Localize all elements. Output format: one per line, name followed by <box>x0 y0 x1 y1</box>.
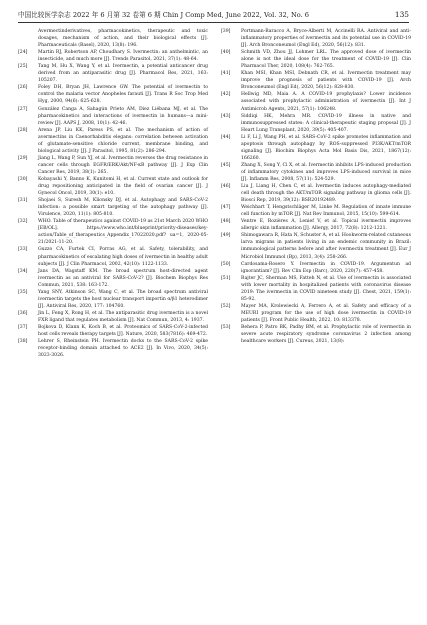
reference-item <box>18 176 208 197</box>
reference-number: [31] <box>18 198 28 204</box>
reference-item <box>18 155 208 176</box>
reference-column-left <box>18 28 208 359</box>
journal-citation: 中国比较医学杂志 2022 年 6 月第 32 卷第 6 期 Chin J Comp Med, June 2022, Vol. 32, No. 6 <box>18 11 309 19</box>
reference-number: [26] <box>18 85 28 91</box>
reference-text: Liu J, Liang H, Chen C, et al. Ivermectin induces autophagy-mediated cell death through the AKT/mTOR signaling pathway in glioma cells [J]. Biosci Rep, 2019, 39(12): BSR20192489. <box>241 184 411 204</box>
reference-item <box>18 63 208 84</box>
reference-text: González Canga A, Sahagún Prieto AM, Diez Liébana MJ, et al. The pharmacokinetics and interactions of ivermectin in humans—a mini-review [J]. AAPS J, 2008, 10(1): 42-46. <box>38 106 208 126</box>
running-header <box>18 8 409 23</box>
reference-number: [39] <box>221 29 231 34</box>
reference-text: Guzzo CA, Furtek CI, Porras AG, et al. Safety, tolerability, and pharmacokinetics of escalating high doses of ivermectin in healthy adult subjects [J]. J Clin Pharmacol, 2002, 42(10): 1122-1133. <box>38 247 208 267</box>
reference-item <box>221 113 411 134</box>
reference-item <box>18 197 208 218</box>
reference-text: Hellwig MD, Maia A. A COVID-19 prophylaxis? Lower incidence associated with prophylactic administration of ivermectin [J]. Int J Antimicrob Agents, 2021, 57(1): 106248. <box>241 92 411 112</box>
reference-item <box>221 324 411 345</box>
reference-item <box>221 218 411 232</box>
reference-number: [41] <box>221 71 231 77</box>
reference-text: WHO. Table of therapeutics against COVID-19 as 21st March 2020 WHO [EB/OL]. https://www.who.int/blueprint/priority-diseases/key-action/Table_of_therapeutics_Appendix_17022020.pdf? ua=1, 2020-05-21/2021-11-20. <box>38 219 208 246</box>
reference-number: [28] <box>18 127 28 133</box>
reference-text: Foley DH, Bryan JH, Lawrence GW. The potential of ivermectin to control the malaria vector Anopheles farauti [J]. Trans R Soc Trop Med Hyg, 2000, 94(6): 625-628. <box>38 85 208 105</box>
reference-text: Schmith VD, Zhou JJ, Lohmer LRL. The approved dose of ivermectin alone is not the ideal dose for the treatment of COVID-19 [J]. Clin Pharmacol Ther, 2020, 108(4): 762-765. <box>241 50 411 70</box>
reference-text: Bojkova D, Klann K, Koch B, et al. Proteomics of SARS-CoV-2-infected host cells reveals therapy targets [J]. Nature, 2020, 583(7816): 469-472. <box>38 324 208 338</box>
reference-text: Mayer MA, Krolewiecki A, Ferrero A, et al. Safety and efficacy of a MEURI program for the use of high dose ivermectin in COVID-19 patients [J]. Front Public Health, 2022, 10: 813378. <box>241 303 411 323</box>
reference-number: [47] <box>221 205 231 211</box>
reference-item <box>221 28 411 49</box>
reference-number: [27] <box>18 106 28 112</box>
reference-item <box>18 289 208 310</box>
reference-item <box>221 49 411 70</box>
reference-number: [36] <box>18 310 28 316</box>
reference-text: Tang M, Hu X, Wang Y, et al. Ivermectin, a potential anticancer drug derived from an antiparasitic drug [J]. Pharmacol Res, 2021, 163: 105207. <box>38 64 208 84</box>
reference-text: Cardosama-Rosero Y. Ivermectin in COVID-19. Argumentun ad ignorantiam? [J]. Rev Clin Esp (Barc), 2020, 220(7): 457-458. <box>241 261 411 274</box>
reference-item <box>18 246 208 267</box>
reference-text: Lehrer S, Rheinstein PH. Ivermectin docks to the SARS-CoV-2 spike receptor-binding domain attached to ACE2 [J]. In Vivo, 2020, 34(5): 3023-3026. <box>38 339 208 359</box>
reference-item <box>221 204 411 218</box>
reference-text: Siddiqi HK, Mehra MR. COVID-19 illness in native and immunosuppressed states: A clinical-therapeutic staging proposal [J]. J Heart Lung Transplant, 2020, 39(5): 405-407. <box>241 113 411 133</box>
reference-item <box>221 303 411 324</box>
reference-number: [50] <box>221 261 231 267</box>
reference-text: Zhang X, Song Y, Ci X, et al. Ivermectin inhibits LPS-induced production of inflammatory cytokines and improves LPS-induced survival in mice [J]. Inflamm Res, 2008, 57(11): 524-529. <box>241 162 411 182</box>
reference-item <box>221 134 411 162</box>
reference-item <box>221 261 411 275</box>
reference-item <box>221 232 411 260</box>
reference-number: [25] <box>18 64 28 70</box>
reference-number: [29] <box>18 155 28 161</box>
reference-text: Yang SNY, Atkinson SC, Wang C, et al. The broad spectrum antiviral ivermectin targets the host nuclear transport importin α/β1 heterodimer [J]. Antiviral Res, 2020, 177: 104760. <box>38 289 208 309</box>
reference-text: Li F, Li J, Wang PH, et al. SARS-CoV-2 spike promotes inflammation and apoptosis through autophagy by ROS-suppressed PI3K/AKT/mTOR signaling [J]. Biochim Biophys Acta Mol Basis Dis, 2021, 1867(12): 166260. <box>241 134 411 161</box>
reference-item <box>18 49 208 63</box>
reference-text: Khan MSI, Khan MSI, Debnath CR, et al. Ivermectin treatment may improve the prognosis of patients with COVID-19 [J]. Arch Bronconeumol (Engl Ed), 2020, 56(12): 828-830. <box>241 71 411 91</box>
reference-number: [35] <box>18 289 28 295</box>
reference-item <box>18 324 208 338</box>
reference-number: [51] <box>221 275 231 281</box>
reference-item <box>18 127 208 155</box>
reference-number: [34] <box>18 268 28 274</box>
reference-text: Ventre E, Rozières A, Lenief V, et al. Topical ivermectin improves allergic skin inflammation [J]. Allergy, 2017, 72(8): 1212-1221. <box>241 219 411 232</box>
reference-item <box>221 183 411 204</box>
reference-item <box>221 91 411 112</box>
reference-text: Portmann-Baracco A, Bryce-Alberti M, Accinelli RA. Antiviral and anti-inflammatory properties of ivermectin and its potential use in COVID-19 [J]. Arch Bronconeumol (Engl Ed), 2020, 56(12): 831. <box>241 29 411 49</box>
reference-number: [37] <box>18 324 28 330</box>
reference-item <box>18 218 208 246</box>
reference-text: Jiang L, Wang P, Sun YJ, et al. Ivermectin reverses the drug resistance in cancer cells through EGFR/ERK/Akt/NF-κB pathway [J]. J Exp Clin Cancer Res, 2019, 38(1): 265. <box>38 155 208 175</box>
reference-number: [48] <box>221 219 231 225</box>
reference-number: [32] <box>18 219 28 225</box>
reference-number: [38] <box>18 339 28 345</box>
reference-number: [45] <box>221 162 231 168</box>
reference-text: Rajter JC, Sherman MS, Fatteh N, et al. Use of ivermectin is associated with lower mortality in hospitalized patients with coronavirus disease 2019: The ivermectin in COVID nineteen study [J]. Chest, 2021, 159(1): 85-92. <box>241 275 411 302</box>
reference-item <box>18 84 208 105</box>
reference-item <box>221 275 411 303</box>
reference-text: Jans DA, Wagstaff KM. The broad spectrum host-directed agent ivermectin as an antiviral for SARS-CoV-2? [J]. Biochem Biophys Res Commun, 2021, 538: 163-172. <box>38 268 208 288</box>
reference-text: Arena JP, Liu KK, Paress PS, et al. The mechanism of action of avermectins in Caenorhabditis elegans: correlation between activation of glutamate-sensitive chloride current, membrane binding, and biological activity [J]. J Parasitol, 1995, 81(2): 286-294. <box>38 127 208 154</box>
reference-number: [30] <box>18 176 28 182</box>
reference-text: Avermectinderivatives, pharmacokinetics, therapeutic and toxic dosages, mechanism of action, and their biological effects [J]. Pharmaceuticals (Basel), 2020, 13(8): 196. <box>38 29 208 49</box>
reference-number: [40] <box>221 50 231 56</box>
reference-text: Jin L, Feng X, Rong H, et al. The antiparasitic drug ivermectin is a novel FXR ligand that regulates metabolism [J]. Nat Commun, 2013, 4: 1937. <box>38 310 208 323</box>
reference-number: [43] <box>221 113 231 119</box>
reference-number: [52] <box>221 303 231 309</box>
reference-number: [53] <box>221 324 231 330</box>
reference-column-right <box>221 28 411 345</box>
reference-number: [44] <box>221 134 231 140</box>
reference-item <box>221 162 411 183</box>
reference-item <box>18 28 208 49</box>
page-number: 135 <box>394 10 409 19</box>
reference-number: [42] <box>221 92 231 98</box>
reference-item <box>18 268 208 289</box>
reference-number: [33] <box>18 247 28 253</box>
reference-text: Behera P, Patro BK, Padhy BM, et al. Prophylactic role of ivermectin in severe acute respiratory syndrome coronavirus 2 infection among healthcare workers [J]. Cureus, 2021, 13(8): <box>241 324 411 345</box>
reference-text: Kobayashi Y, Banno K, Kunitomi H, et al. Current state and outlook for drug repositioning anticipated in the field of ovarian cancer [J]. J Gynecol Oncol, 2019, 30(1): e10. <box>38 176 208 197</box>
reference-item <box>18 106 208 127</box>
reference-item <box>18 310 208 324</box>
reference-number: [49] <box>221 233 231 239</box>
reference-number: [24] <box>18 50 28 56</box>
reference-text: Martin RJ, Robertson AP, Choudhary S. Ivermectin: an anthelmintic, an insecticide, and much more [J]. Trends Parasitol, 2021, 37(1): 48-64. <box>38 50 208 63</box>
reference-number: [46] <box>221 184 231 190</box>
reference-text: Weichhart T, Hengstschläger M, Linke M. Regulation of innate immune cell function by mTOR [J]. Nat Rev Immunol, 2015, 15(10): 599-614. <box>241 205 411 218</box>
reference-text: Shimogawara R, Hata N, Schuster A, et al. Hookworm-related cutaneous larva migrans in patients living in an endemic community in Brazil: immunological patterns before and after ivermectin treatment [J]. Eur J Microbiol Immunol (Bp), 2013, 3(4): 258-266. <box>241 233 411 260</box>
reference-item <box>18 338 208 359</box>
reference-text: Shojaei S, Suresh M, Klionsky DJ, et al. Autophagy and SARS-CoV-2 infection: a possible smart targeting of the autophagy pathway [J]. Virulence, 2020, 11(1): 805-810. <box>38 198 208 218</box>
reference-item <box>221 70 411 91</box>
